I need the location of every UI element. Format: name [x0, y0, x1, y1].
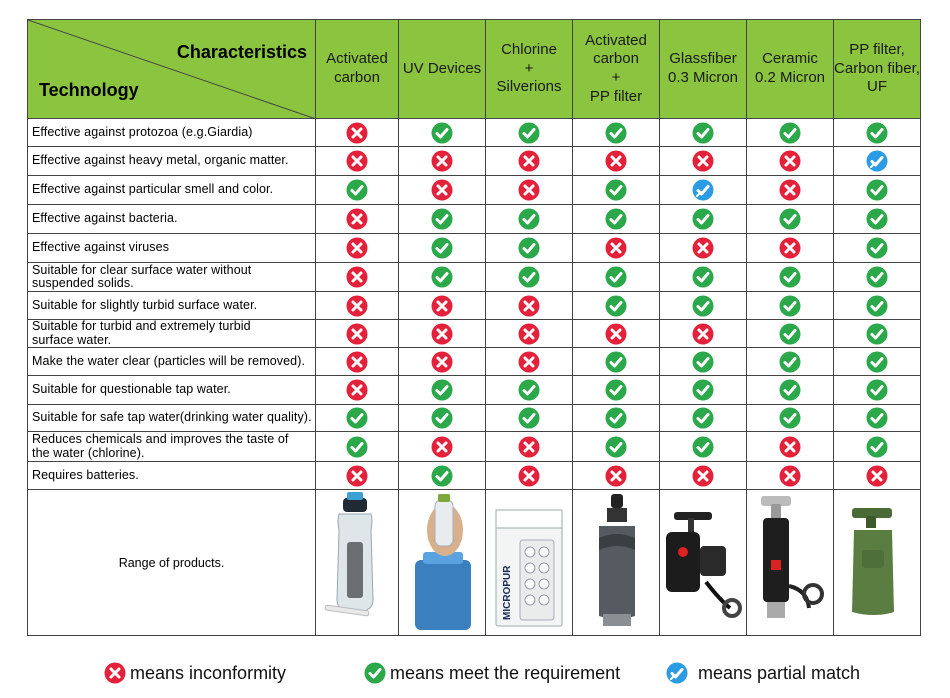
rating-cell	[399, 176, 486, 205]
x-icon	[605, 150, 627, 172]
column-header	[660, 20, 747, 119]
x-icon	[692, 237, 714, 259]
check-icon	[692, 295, 714, 317]
row-label-line: Effective against heavy metal, organic matter.	[32, 153, 289, 168]
x-icon	[431, 179, 453, 201]
rating-cell	[747, 176, 834, 205]
check-icon	[431, 465, 453, 487]
rating-cell	[660, 234, 747, 263]
rating-cell	[316, 119, 399, 147]
rating-cell	[747, 205, 834, 234]
rating-cell	[486, 263, 573, 292]
products-row	[28, 490, 921, 636]
column-header	[747, 20, 834, 119]
rating-cell	[486, 205, 573, 234]
rating-cell	[399, 405, 486, 432]
table-row	[28, 320, 921, 348]
column-header-line: UV Devices	[402, 59, 482, 77]
rating-cell	[834, 376, 921, 405]
check-icon	[346, 179, 368, 201]
product-image	[573, 490, 660, 636]
x-icon	[346, 379, 368, 401]
x-icon	[779, 237, 801, 259]
x-icon	[346, 295, 368, 317]
check-icon	[866, 407, 888, 429]
rating-cell	[573, 234, 660, 263]
rating-cell	[316, 432, 399, 462]
product-image	[486, 490, 573, 636]
row-label-line: Effective against particular smell and color.	[32, 182, 274, 197]
rating-cell	[486, 320, 573, 348]
row-label	[28, 462, 316, 490]
rating-cell	[316, 147, 399, 176]
row-label-line: surface water.	[32, 332, 112, 347]
row-label-line: Effective against protozoa (e.g.Giardia)	[32, 124, 253, 139]
legend-partial	[666, 660, 860, 686]
check-icon	[518, 266, 540, 288]
column-header-line: PP filter	[589, 87, 643, 105]
x-icon	[346, 323, 368, 345]
rating-cell	[660, 376, 747, 405]
check-icon	[866, 323, 888, 345]
rating-cell	[747, 348, 834, 376]
check-icon	[692, 436, 714, 458]
check-icon	[779, 295, 801, 317]
x-icon	[779, 436, 801, 458]
partial-check-icon	[866, 150, 888, 172]
rating-cell	[834, 263, 921, 292]
rating-cell	[660, 348, 747, 376]
rating-cell	[486, 119, 573, 147]
product-image	[747, 490, 834, 636]
row-label-line: Suitable for safe tap water(drinking water quality).	[32, 410, 312, 425]
row-label-line: Effective against bacteria.	[32, 211, 178, 226]
x-icon	[779, 150, 801, 172]
product-image	[399, 490, 486, 636]
green-pump-filter-image	[834, 490, 920, 630]
column-header-line: +	[611, 69, 621, 86]
row-label	[28, 147, 316, 176]
rating-cell	[660, 147, 747, 176]
check-icon	[779, 323, 801, 345]
rating-cell	[573, 432, 660, 462]
legend-inconformity-text: means inconformity	[130, 662, 287, 683]
product-image	[834, 490, 921, 636]
rating-cell	[573, 263, 660, 292]
product-image	[660, 490, 747, 636]
rating-cell	[573, 405, 660, 432]
table-body	[28, 119, 921, 490]
rating-cell	[399, 376, 486, 405]
technology-label: Technology	[39, 80, 139, 100]
rating-cell	[747, 462, 834, 490]
check-icon	[605, 122, 627, 144]
x-icon	[431, 295, 453, 317]
rating-cell	[316, 348, 399, 376]
row-label-line: Make the water clear (particles will be removed).	[32, 353, 306, 368]
header-corner	[28, 20, 316, 119]
check-icon	[779, 122, 801, 144]
rating-cell	[399, 292, 486, 320]
column-header-line: Silverions	[496, 78, 562, 96]
check-icon	[431, 122, 453, 144]
column-header-line: Chlorine	[501, 40, 557, 58]
check-icon	[518, 237, 540, 259]
row-label	[28, 405, 316, 432]
rating-cell	[486, 432, 573, 462]
x-icon	[431, 150, 453, 172]
x-icon	[518, 295, 540, 317]
x-icon	[518, 179, 540, 201]
table-row	[28, 205, 921, 234]
check-icon	[346, 436, 368, 458]
row-label	[28, 119, 316, 147]
column-header	[316, 20, 399, 119]
rating-cell	[486, 147, 573, 176]
check-icon	[431, 237, 453, 259]
column-header-line: 0.3 Micron	[667, 69, 739, 86]
rating-cell	[660, 405, 747, 432]
x-icon	[346, 351, 368, 373]
product-image	[316, 490, 399, 636]
rating-cell	[316, 263, 399, 292]
x-icon	[605, 323, 627, 345]
uv-pen-device-image	[399, 490, 485, 630]
check-icon	[605, 351, 627, 373]
rating-cell	[486, 176, 573, 205]
rating-cell	[747, 292, 834, 320]
rating-cell	[573, 376, 660, 405]
rating-cell	[399, 119, 486, 147]
x-icon	[518, 323, 540, 345]
column-header-line: UF	[867, 78, 887, 96]
x-icon	[346, 266, 368, 288]
column-header	[486, 20, 573, 119]
row-label-line: Effective against viruses	[32, 240, 170, 255]
check-icon	[605, 379, 627, 401]
corner-diagonal	[28, 20, 316, 119]
rating-cell	[747, 432, 834, 462]
column-header-line: Activated	[326, 50, 388, 68]
rating-cell	[573, 348, 660, 376]
column-header	[573, 20, 660, 119]
rating-cell	[399, 432, 486, 462]
rating-cell	[399, 462, 486, 490]
carbon-pp-filter-straw-image	[573, 490, 659, 630]
ceramic-pump-filter-image	[747, 490, 833, 630]
x-icon	[779, 465, 801, 487]
products-label: Range of products.	[28, 490, 316, 636]
check-icon	[779, 407, 801, 429]
check-icon	[779, 379, 801, 401]
column-header-line: Activated	[585, 31, 647, 49]
check-icon	[866, 208, 888, 230]
table-row	[28, 292, 921, 320]
rating-cell	[316, 234, 399, 263]
x-icon	[518, 150, 540, 172]
column-header-line: carbon	[593, 50, 639, 68]
check-icon	[605, 436, 627, 458]
rating-cell	[834, 292, 921, 320]
rating-cell	[573, 147, 660, 176]
rating-cell	[486, 292, 573, 320]
table-row	[28, 432, 921, 462]
column-header-line: Ceramic	[762, 50, 818, 68]
glassfiber-pump-filter-image	[660, 490, 746, 630]
column-header-line: PP filter,	[849, 40, 905, 58]
x-icon	[346, 122, 368, 144]
check-icon	[779, 266, 801, 288]
rating-cell	[316, 462, 399, 490]
rating-cell	[660, 292, 747, 320]
column-header-line: carbon	[334, 69, 380, 86]
rating-cell	[573, 462, 660, 490]
rating-cell	[486, 376, 573, 405]
check-icon	[692, 351, 714, 373]
check-icon	[866, 295, 888, 317]
x-icon	[692, 150, 714, 172]
rating-cell	[316, 176, 399, 205]
row-label	[28, 320, 316, 348]
check-icon	[866, 122, 888, 144]
rating-cell	[834, 432, 921, 462]
x-icon	[779, 179, 801, 201]
rating-cell	[834, 205, 921, 234]
rating-cell	[747, 376, 834, 405]
row-label	[28, 234, 316, 263]
x-icon	[692, 465, 714, 487]
column-header	[399, 20, 486, 119]
rating-cell	[399, 234, 486, 263]
rating-cell	[399, 205, 486, 234]
row-label-line: suspended solids.	[32, 276, 134, 290]
rating-cell	[486, 405, 573, 432]
table-row	[28, 147, 921, 176]
check-icon	[605, 266, 627, 288]
partial-check-icon	[666, 662, 688, 684]
row-label	[28, 432, 316, 462]
rating-cell	[316, 292, 399, 320]
x-icon	[431, 323, 453, 345]
check-icon	[779, 351, 801, 373]
comparison-table	[27, 19, 921, 636]
rating-cell	[834, 320, 921, 348]
column-header-line: Glassfiber	[669, 50, 737, 68]
rating-cell	[316, 405, 399, 432]
rating-cell	[834, 176, 921, 205]
rating-cell	[316, 376, 399, 405]
rating-cell	[399, 320, 486, 348]
check-icon	[518, 379, 540, 401]
rating-cell	[747, 147, 834, 176]
rating-cell	[834, 462, 921, 490]
x-icon	[431, 351, 453, 373]
check-icon	[364, 662, 386, 684]
rating-cell	[573, 119, 660, 147]
x-icon	[866, 465, 888, 487]
x-icon	[346, 150, 368, 172]
check-icon	[692, 379, 714, 401]
column-header	[834, 20, 921, 119]
x-icon	[605, 465, 627, 487]
legend-inconformity	[104, 660, 286, 686]
row-label	[28, 205, 316, 234]
filter-water-bottle-image	[317, 490, 397, 630]
legend-meet-text: means meet the requirement	[390, 662, 621, 683]
characteristics-label: Characteristics	[176, 42, 307, 62]
partial-check-icon	[692, 179, 714, 201]
check-icon	[866, 179, 888, 201]
rating-cell	[747, 119, 834, 147]
rating-cell	[486, 234, 573, 263]
x-icon	[346, 465, 368, 487]
row-label	[28, 292, 316, 320]
rating-cell	[316, 205, 399, 234]
x-icon	[431, 436, 453, 458]
x-icon	[518, 436, 540, 458]
x-icon	[692, 323, 714, 345]
row-label-line: Suitable for questionable tap water.	[32, 382, 231, 397]
table-row	[28, 263, 921, 292]
row-label-line: the water (chlorine).	[32, 445, 145, 460]
rating-cell	[834, 147, 921, 176]
check-icon	[518, 122, 540, 144]
rating-cell	[747, 320, 834, 348]
micropur-brand-text: MICROPUR	[502, 565, 513, 620]
table-row	[28, 119, 921, 147]
x-icon	[104, 662, 126, 684]
check-icon	[866, 379, 888, 401]
rating-cell	[399, 147, 486, 176]
rating-cell	[747, 405, 834, 432]
legend-meet	[364, 660, 620, 686]
rating-cell	[747, 263, 834, 292]
rating-cell	[834, 405, 921, 432]
row-label	[28, 348, 316, 376]
rating-cell	[660, 263, 747, 292]
x-icon	[518, 465, 540, 487]
rating-cell	[486, 348, 573, 376]
row-label-line: Reduces chemicals and improves the taste of	[32, 432, 289, 447]
table-row	[28, 462, 921, 490]
check-icon	[431, 379, 453, 401]
rating-cell	[660, 320, 747, 348]
rating-cell	[399, 348, 486, 376]
column-header-line: Carbon fiber,	[834, 59, 920, 77]
rating-cell	[486, 462, 573, 490]
micropur-tablets-pack-image	[486, 490, 572, 630]
rating-cell	[834, 348, 921, 376]
row-label-line: Suitable for turbid and extremely turbid	[32, 319, 251, 334]
check-icon	[346, 407, 368, 429]
x-icon	[346, 208, 368, 230]
x-icon	[346, 237, 368, 259]
check-icon	[866, 266, 888, 288]
column-header-line: 0.2 Micron	[754, 69, 826, 86]
check-icon	[431, 266, 453, 288]
rating-cell	[660, 432, 747, 462]
check-icon	[605, 208, 627, 230]
rating-cell	[834, 119, 921, 147]
rating-cell	[573, 176, 660, 205]
check-icon	[866, 237, 888, 259]
rating-cell	[573, 320, 660, 348]
row-label	[28, 263, 316, 292]
row-label-line: Suitable for clear surface water without	[32, 262, 252, 277]
rating-cell	[660, 119, 747, 147]
table-row	[28, 376, 921, 405]
table-row	[28, 176, 921, 205]
rating-cell	[660, 462, 747, 490]
rating-cell	[573, 205, 660, 234]
check-icon	[692, 208, 714, 230]
table-row	[28, 234, 921, 263]
x-icon	[518, 351, 540, 373]
check-icon	[518, 208, 540, 230]
row-label	[28, 376, 316, 405]
check-icon	[692, 266, 714, 288]
table-row	[28, 405, 921, 432]
column-header-line: +	[524, 59, 534, 77]
rating-cell	[316, 320, 399, 348]
rating-cell	[747, 234, 834, 263]
row-label	[28, 176, 316, 205]
check-icon	[779, 208, 801, 230]
rating-cell	[660, 205, 747, 234]
check-icon	[605, 295, 627, 317]
check-icon	[605, 179, 627, 201]
x-icon	[605, 237, 627, 259]
row-label-line: Suitable for slightly turbid surface water.	[32, 297, 258, 312]
check-icon	[692, 407, 714, 429]
check-icon	[605, 407, 627, 429]
legend-partial-text: means partial match	[698, 662, 861, 683]
check-icon	[692, 122, 714, 144]
rating-cell	[573, 292, 660, 320]
check-icon	[431, 407, 453, 429]
rating-cell	[660, 176, 747, 205]
rating-cell	[399, 263, 486, 292]
rating-cell	[834, 234, 921, 263]
row-label-line: Requires batteries.	[32, 467, 139, 482]
check-icon	[866, 436, 888, 458]
table-row	[28, 348, 921, 376]
check-icon	[866, 351, 888, 373]
check-icon	[518, 407, 540, 429]
check-icon	[431, 208, 453, 230]
